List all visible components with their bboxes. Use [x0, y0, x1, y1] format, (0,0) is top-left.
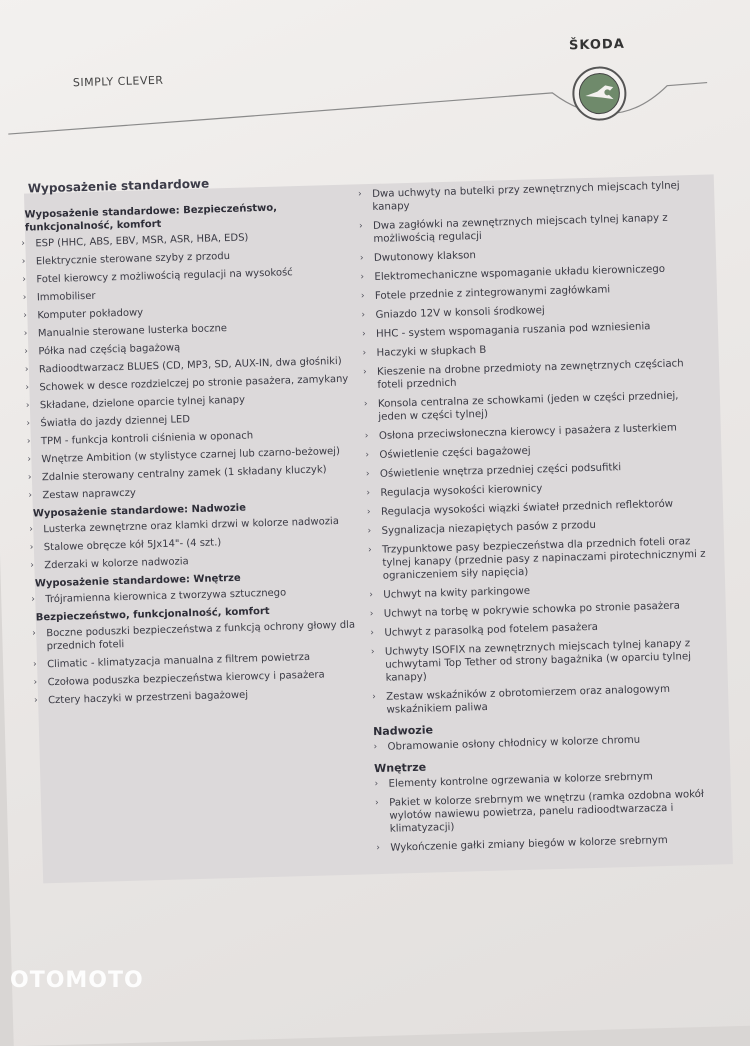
chevron-right-icon: › [30, 560, 35, 571]
list-item-text: Fotele przednie z zintegrowanymi zagłówkami [374, 284, 611, 302]
chevron-right-icon: › [369, 590, 374, 601]
chevron-right-icon: › [366, 507, 371, 518]
list-item-text: Uchwyt na kwity parkingowe [383, 585, 531, 601]
list-item-text: Manualnie sterowane lusterka boczne [37, 323, 228, 340]
list-item-text: Boczne poduszki bezpieczeństwa z funkcją ochrony głowy dla przednich foteli [46, 619, 356, 653]
list-item-text: Dwa zagłówki na zewnętrznych miejscach tylnej kanapy z możliwością regulacji [372, 212, 668, 245]
list-item-text: Konsola centralna ze schowkami (jeden w części przedniej, jeden w części tylnej) [377, 390, 679, 423]
list-item-text: Osłona przeciwsłoneczna kierowcy i pasażera z lusterkiem [378, 422, 677, 442]
list-item-text: Dwutonowy klakson [373, 250, 477, 264]
chevron-right-icon: › [369, 609, 374, 620]
list-item-text: Światła do jazdy dziennej LED [40, 414, 191, 430]
chevron-right-icon: › [365, 469, 370, 480]
subsection-heading: Bezpieczeństwo, funkcjonalność, komfort [35, 605, 270, 624]
list-item-text: Radioodtwarzacz BLUES (CD, MP3, SD, AUX-IN, dwa głośniki) [38, 355, 342, 376]
subsection-heading: Nadwozie [372, 723, 434, 739]
list-item-text: Regulacja wysokości kierownicy [380, 483, 543, 499]
skoda-logo-icon [571, 65, 629, 123]
chevron-right-icon: › [22, 292, 27, 303]
chevron-right-icon: › [29, 524, 34, 535]
subsection-heading: Wyposażenie standardowe: Wnętrze [34, 572, 241, 590]
list-item [371, 637, 712, 685]
subsection-heading: Wyposażenie standardowe: Nadwozie [32, 502, 247, 520]
chevron-right-icon: › [22, 274, 27, 285]
list-item-text: Stalowe obręcze kół 5Jx14"- (4 szt.) [43, 537, 222, 554]
list-item-text: Elektromechaniczne wspomaganie układu kierowniczego [374, 263, 666, 283]
list-item-text: Fotel kierowcy z możliwością regulacji na wysokość [36, 267, 293, 286]
list-item [365, 421, 705, 443]
list-item-text: Wnętrze Ambition (w stylistyce czarnej lub czarno-beżowej) [41, 445, 341, 466]
chevron-right-icon: › [29, 542, 34, 553]
list-item-text: Haczyki w słupkach B [376, 344, 487, 359]
list-item-text: HHC - system wspomagania ruszania pod wzniesienia [375, 321, 651, 340]
list-item-text: TPM - funkcja kontroli ciśnienia w oponach [40, 430, 254, 448]
list-item [368, 535, 709, 583]
list-item [369, 580, 709, 602]
chevron-right-icon: › [362, 367, 367, 378]
list-item-text: Gniazdo 12V w konsoli środkowej [375, 305, 545, 321]
chevron-right-icon: › [25, 382, 30, 393]
chevron-right-icon: › [32, 628, 37, 639]
list-item [361, 281, 701, 303]
chevron-right-icon: › [24, 364, 29, 375]
list-item [370, 618, 710, 640]
list-item-text: Elektrycznie sterowane szyby z przodu [35, 250, 231, 268]
list-item-text: Zdalnie sterowany centralny zamek (1 składany kluczyk) [41, 464, 327, 484]
chevron-right-icon: › [358, 221, 363, 232]
list-item-text: Pakiet w kolorze srebrnym we wnętrzu (ramka ozdobna wokół wylotów nawiewu powietrza, panelu radioodtwarzacza i klimatyzacji) [388, 788, 705, 835]
chevron-right-icon: › [33, 695, 38, 706]
list-item-text: Zderzaki w kolorze nadwozia [44, 556, 189, 572]
list-item [362, 338, 702, 360]
chevron-right-icon: › [361, 310, 366, 321]
list-item [365, 440, 705, 462]
list-item-text: Dwa uchwyty na butelki przy zewnętrznych miejscach tylnej kanapy [371, 180, 680, 213]
list-item-text: Kieszenie na drobne przedmioty na zewnętrznych częściach foteli przednich [376, 358, 684, 391]
list-item-text: Cztery haczyki w przestrzeni bagażowej [47, 689, 249, 707]
list-item-text: Trójramienna kierownica z tworzywa sztucznego [45, 587, 287, 606]
list-item [372, 682, 713, 717]
chevron-right-icon: › [367, 545, 372, 556]
right-column [358, 179, 717, 861]
list-item-text: Wykończenie gałki zmiany biegów w kolorze srebrnym [390, 834, 668, 854]
list-item-text: Sygnalizacja niezapiętych pasów z przodu [381, 519, 597, 537]
chevron-right-icon: › [364, 431, 369, 442]
list-item-text: Uchwyt z parasolką pod fotelem pasażera [384, 621, 599, 639]
list-item-text: Obramowanie osłony chłodnicy w kolorze chromu [387, 734, 641, 753]
chevron-right-icon: › [370, 628, 375, 639]
list-item [360, 262, 700, 284]
list-item-text: Zestaw naprawczy [42, 487, 137, 502]
chevron-right-icon: › [363, 399, 368, 410]
chevron-right-icon: › [365, 450, 370, 461]
list-item-text: Czołowa poduszka bezpieczeństwa kierowcy i pasażera [47, 669, 325, 689]
chevron-right-icon: › [370, 647, 375, 658]
list-item-text: Lusterka zewnętrzne oraz klamki drzwi w kolorze nadwozia [43, 516, 340, 536]
chevron-right-icon: › [374, 798, 379, 809]
chevron-right-icon: › [28, 490, 33, 501]
chevron-right-icon: › [373, 742, 378, 753]
list-item-text: Komputer pokładowy [37, 307, 144, 322]
chevron-right-icon: › [376, 842, 381, 854]
header-curve [0, 0, 750, 187]
chevron-right-icon: › [27, 472, 32, 483]
list-item [376, 833, 716, 855]
list-item-text: Schowek w desce rozdzielczej po stronie pasażera, zamykany [39, 373, 349, 394]
chevron-right-icon: › [31, 594, 36, 605]
list-item [361, 300, 701, 322]
list-item [366, 459, 706, 481]
list-item-text: Składane, dzielone oparcie tylnej kanapy [39, 394, 246, 412]
list-item [360, 243, 700, 265]
chevron-right-icon: › [23, 310, 28, 321]
chevron-right-icon: › [360, 272, 365, 283]
chevron-right-icon: › [24, 346, 29, 357]
chevron-right-icon: › [25, 400, 30, 411]
chevron-right-icon: › [362, 348, 367, 359]
chevron-right-icon: › [366, 488, 371, 499]
list-item-text: Elementy kontrolne ogrzewania w kolorze srebrnym [388, 771, 654, 790]
chevron-right-icon: › [359, 253, 364, 264]
list-item-text: Immobiliser [36, 290, 96, 304]
chevron-right-icon: › [33, 677, 38, 688]
list-item [367, 516, 707, 538]
list-item-text: Uchwyty ISOFIX na zewnętrznych miejscach tylnej kanapy z uchwytami Top Tether od strony bagażnika (w oparciu tylnej kanapy) [384, 638, 692, 684]
chevron-right-icon: › [27, 454, 32, 465]
list-item [375, 788, 716, 836]
list-item-text: Zestaw wskaźników z obrotomierzem oraz analogowym wskaźnikiem paliwa [386, 683, 671, 716]
chevron-right-icon: › [357, 189, 362, 200]
subsection-heading: Wnętrze [373, 760, 427, 776]
list-item-text: Trzypunktowe pasy bezpieczeństwa dla przednich foteli oraz tylnej kanapy (przednie pasy z napinaczami pirotechnicznymi z ograniczeniem siły napięcia) [381, 536, 706, 582]
chevron-right-icon: › [21, 238, 26, 249]
chevron-right-icon: › [21, 256, 26, 267]
otomoto-watermark: OTOMOTO [10, 968, 144, 993]
list-item [366, 478, 706, 500]
list-item-text: Regulacja wysokości wiązki świateł przednich reflektorów [380, 498, 674, 518]
list-item-text: Climatic - klimatyzacja manualna z filtrem powietrza [46, 651, 311, 671]
chevron-right-icon: › [372, 692, 376, 703]
chevron-right-icon: › [23, 328, 28, 339]
list-item [370, 599, 710, 621]
list-item-text: Oświetlenie części bagażowej [379, 445, 531, 461]
list-item-text: Półka nad częścią bagażową [38, 342, 181, 358]
list-item [34, 685, 364, 707]
chevron-right-icon: › [367, 526, 372, 537]
chevron-right-icon: › [361, 329, 366, 340]
section-title: Wyposażenie standardowe [27, 176, 210, 196]
list-item [359, 211, 700, 246]
subsection-heading: Wyposażenie standardowe: Bezpieczeństwo, funkcjonalność, komfort [24, 202, 278, 234]
left-column [20, 195, 364, 713]
chevron-right-icon: › [360, 291, 365, 302]
list-item [363, 357, 704, 392]
list-item-text: Oświetlenie wnętrza przedniej części podsufitki [379, 462, 622, 480]
list-item [367, 497, 707, 519]
chevron-right-icon: › [32, 659, 37, 670]
brand-slogan: SIMPLY CLEVER [72, 73, 164, 90]
list-item [362, 319, 702, 341]
list-item-text: ESP (HHC, ABS, EBV, MSR, ASR, HBA, EDS) [35, 232, 249, 250]
list-item [364, 389, 705, 424]
brand-name: ŠKODA [568, 36, 626, 54]
chevron-right-icon: › [374, 779, 379, 790]
chevron-right-icon: › [26, 418, 31, 429]
chevron-right-icon: › [26, 436, 31, 447]
list-item-text: Uchwyt na torbę w pokrywie schowka po stronie pasażera [383, 600, 681, 620]
list-item [32, 618, 363, 653]
